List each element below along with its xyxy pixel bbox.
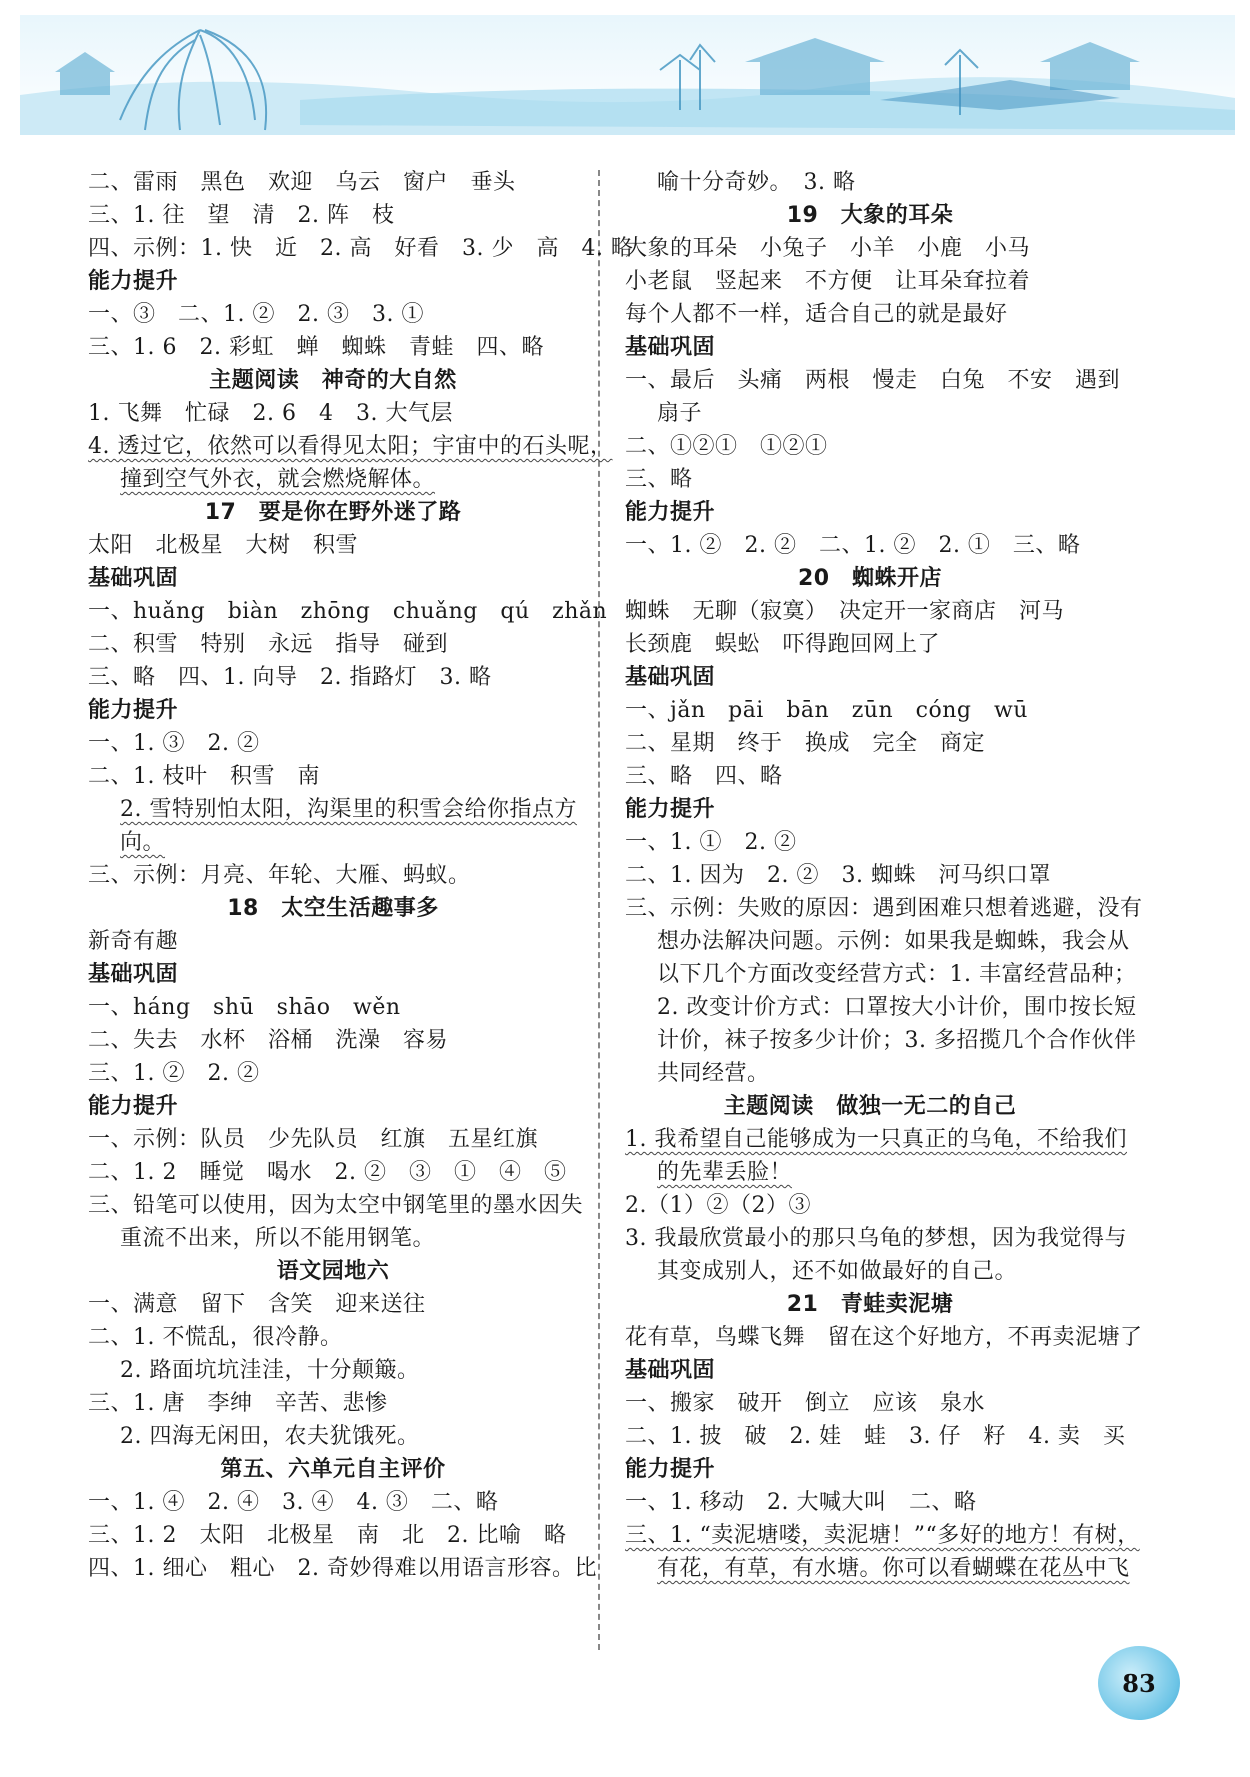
- answer-line: 二、积雪 特别 永远 指导 碰到: [88, 632, 449, 657]
- subsection-label: 基础巩固: [625, 335, 716, 360]
- answer-line: 2.（1）②（2）③: [625, 1193, 811, 1218]
- section-heading: 17 要是你在野外迷了路: [204, 500, 462, 525]
- answer-line: 蜘蛛 无聊（寂寞） 决定开一家商店 河马: [625, 599, 1065, 624]
- subsection-label: 能力提升: [625, 797, 716, 822]
- underlined-answer-line: 向。: [120, 830, 166, 855]
- answer-line: 二、1. 枝叶 积雪 南: [88, 764, 320, 789]
- answer-line: 二、①②① ①②①: [625, 434, 828, 459]
- answer-line: 四、1. 细心 粗心 2. 奇妙得难以用语言形容。比: [88, 1556, 597, 1581]
- answer-column-left: [88, 166, 634, 1585]
- answer-line: 一、jǎn pāi bān zūn cóng wū: [625, 698, 1028, 723]
- answer-line: 二、雷雨 黑色 欢迎 乌云 窗户 垂头: [88, 170, 516, 195]
- answer-line: 花有草，鸟蝶飞舞 留在这个好地方，不再卖泥塘了: [625, 1325, 1143, 1350]
- answer-line: 一、háng shū shāo wěn: [88, 995, 401, 1020]
- answer-line: 一、示例：队员 少先队员 红旗 五星红旗: [88, 1127, 539, 1152]
- underlined-answer-line: 2. 雪特别怕太阳，沟渠里的积雪会给你指点方: [120, 797, 577, 822]
- answer-line: 三、略 四、1. 向导 2. 指路灯 3. 略: [88, 665, 492, 690]
- answer-line: 三、1. ② 2. ②: [88, 1061, 260, 1086]
- underlined-answer-line: 1. 我希望自己能够成为一只真正的乌龟，不给我们: [625, 1127, 1127, 1152]
- answer-line: 太阳 北极星 大树 积雪: [88, 533, 359, 558]
- answer-line: 三、示例：失败的原因：遇到困难只想着逃避，没有: [625, 896, 1143, 921]
- answer-line: 三、1. 唐 李绅 辛苦、悲惨: [88, 1391, 388, 1416]
- answer-line: 1. 飞舞 忙碌 2. 6 4 3. 大气层: [88, 401, 453, 426]
- answer-line: 三、1. 6 2. 彩虹 蝉 蜘蛛 青蛙 四、略: [88, 335, 544, 360]
- section-heading: 主题阅读 做独一无二的自己: [723, 1094, 1017, 1119]
- answer-line: 三、铅笔可以使用，因为太空中钢笔里的墨水因失: [88, 1193, 584, 1218]
- subsection-label: 基础巩固: [88, 962, 179, 987]
- answer-line: 四、示例：1. 快 近 2. 高 好看 3. 少 高 4. 略: [88, 236, 634, 261]
- answer-line: 一、huǎng biàn zhōng chuǎng qú zhǎn: [88, 599, 608, 624]
- answer-line: 2. 改变计价方式：口罩按大小计价，围巾按长短: [657, 995, 1137, 1020]
- subsection-label: 基础巩固: [625, 665, 716, 690]
- answer-line: 计价，袜子按多少计价；3. 多招揽几个合作伙伴: [657, 1028, 1137, 1053]
- answer-line: 想办法解决问题。示例：如果我是蜘蛛，我会从: [657, 929, 1130, 954]
- answer-line: 二、星期 终于 换成 完全 商定: [625, 731, 986, 756]
- header-landscape-illustration: [0, 0, 1250, 150]
- answer-line: 二、1. 披 破 2. 娃 蛙 3. 仔 籽 4. 卖 买: [625, 1424, 1126, 1449]
- answer-line: 三、示例：月亮、年轮、大雁、蚂蚁。: [88, 863, 471, 888]
- answer-line: 扇子: [657, 401, 703, 426]
- page-number-badge: [1098, 1646, 1180, 1720]
- column-divider: [598, 170, 600, 1650]
- answer-line: 一、1. ② 2. ② 二、1. ② 2. ① 三、略: [625, 533, 1081, 558]
- underlined-answer-line: 4. 透过它，依然可以看得见太阳；宇宙中的石头呢，: [88, 434, 613, 459]
- answer-line: 重流不出来，所以不能用钢笔。: [120, 1226, 436, 1251]
- answer-line: 二、失去 水杯 浴桶 洗澡 容易: [88, 1028, 449, 1053]
- answer-line: 一、1. ④ 2. ④ 3. ④ 4. ③ 二、略: [88, 1490, 499, 1515]
- answer-line: 三、略: [625, 467, 693, 492]
- subsection-label: 能力提升: [88, 269, 179, 294]
- answer-line: 二、1. 因为 2. ② 3. 蜘蛛 河马织口罩: [625, 863, 1051, 888]
- answer-line: 二、1. 2 睡觉 喝水 2. ② ③ ① ④ ⑤: [88, 1160, 567, 1185]
- subsection-label: 能力提升: [88, 1094, 179, 1119]
- section-heading: 18 太空生活趣事多: [227, 896, 439, 921]
- section-heading: 19 大象的耳朵: [786, 203, 954, 228]
- subsection-label: 能力提升: [88, 698, 179, 723]
- section-heading: 21 青蛙卖泥塘: [786, 1292, 954, 1317]
- answer-line: 三、1. 2 太阳 北极星 南 北 2. 比喻 略: [88, 1523, 567, 1548]
- underlined-answer-line: 三、1. “卖泥塘喽，卖泥塘！”“多好的地方！有树，: [625, 1523, 1140, 1548]
- answer-line: 其变成别人，还不如做最好的自己。: [657, 1259, 1018, 1284]
- subsection-label: 基础巩固: [625, 1358, 716, 1383]
- answer-line: 一、③ 二、1. ② 2. ③ 3. ①: [88, 302, 424, 327]
- answer-line: 新奇有趣: [88, 929, 179, 954]
- answer-line: 每个人都不一样，适合自己的就是最好: [625, 302, 1008, 327]
- section-heading: 语文园地六: [276, 1259, 390, 1284]
- answer-line: 一、满意 留下 含笑 迎来送往: [88, 1292, 426, 1317]
- underlined-answer-line: 撞到空气外衣，就会燃烧解体。: [120, 467, 436, 492]
- answer-line: 2. 路面坑坑洼洼，十分颠簸。: [120, 1358, 420, 1383]
- answer-line: 喻十分奇妙。 3. 略: [657, 170, 856, 195]
- subsection-label: 基础巩固: [88, 566, 179, 591]
- answer-line: 二、1. 不慌乱，很冷静。: [88, 1325, 343, 1350]
- answer-line: 长颈鹿 蜈蚣 吓得跑回网上了: [625, 632, 941, 657]
- answer-line: 3. 我最欣赏最小的那只乌龟的梦想，因为我觉得与: [625, 1226, 1127, 1251]
- underlined-answer-line: 的先辈丢脸！: [657, 1160, 793, 1185]
- answer-line: 以下几个方面改变经营方式：1. 丰富经营品种；: [657, 962, 1137, 987]
- answer-line: 2. 四海无闲田，农夫犹饿死。: [120, 1424, 420, 1449]
- section-heading: 主题阅读 神奇的大自然: [209, 368, 457, 393]
- answer-line: 三、1. 往 望 清 2. 阵 枝: [88, 203, 395, 228]
- answer-line: 一、1. 移动 2. 大喊大叫 二、略: [625, 1490, 977, 1515]
- section-heading: 第五、六单元自主评价: [220, 1457, 446, 1482]
- answer-column-right: [625, 166, 1143, 1585]
- answer-line: 小老鼠 竖起来 不方便 让耳朵耷拉着: [625, 269, 1031, 294]
- subsection-label: 能力提升: [625, 1457, 716, 1482]
- section-heading: 20 蜘蛛开店: [797, 566, 943, 591]
- answer-line: 共同经营。: [657, 1061, 770, 1086]
- page-number: 83: [1122, 1668, 1156, 1698]
- answer-line: 一、1. ③ 2. ②: [88, 731, 260, 756]
- underlined-answer-line: 有花，有草，有水塘。你可以看蝴蝶在花丛中飞: [657, 1556, 1130, 1581]
- answer-line: 三、略 四、略: [625, 764, 783, 789]
- answer-line: 一、最后 头痛 两根 慢走 白兔 不安 遇到: [625, 368, 1121, 393]
- answer-line: 一、搬家 破开 倒立 应该 泉水: [625, 1391, 986, 1416]
- subsection-label: 能力提升: [625, 500, 716, 525]
- answer-line: 大象的耳朵 小兔子 小羊 小鹿 小马: [625, 236, 1031, 261]
- answer-line: 一、1. ① 2. ②: [625, 830, 797, 855]
